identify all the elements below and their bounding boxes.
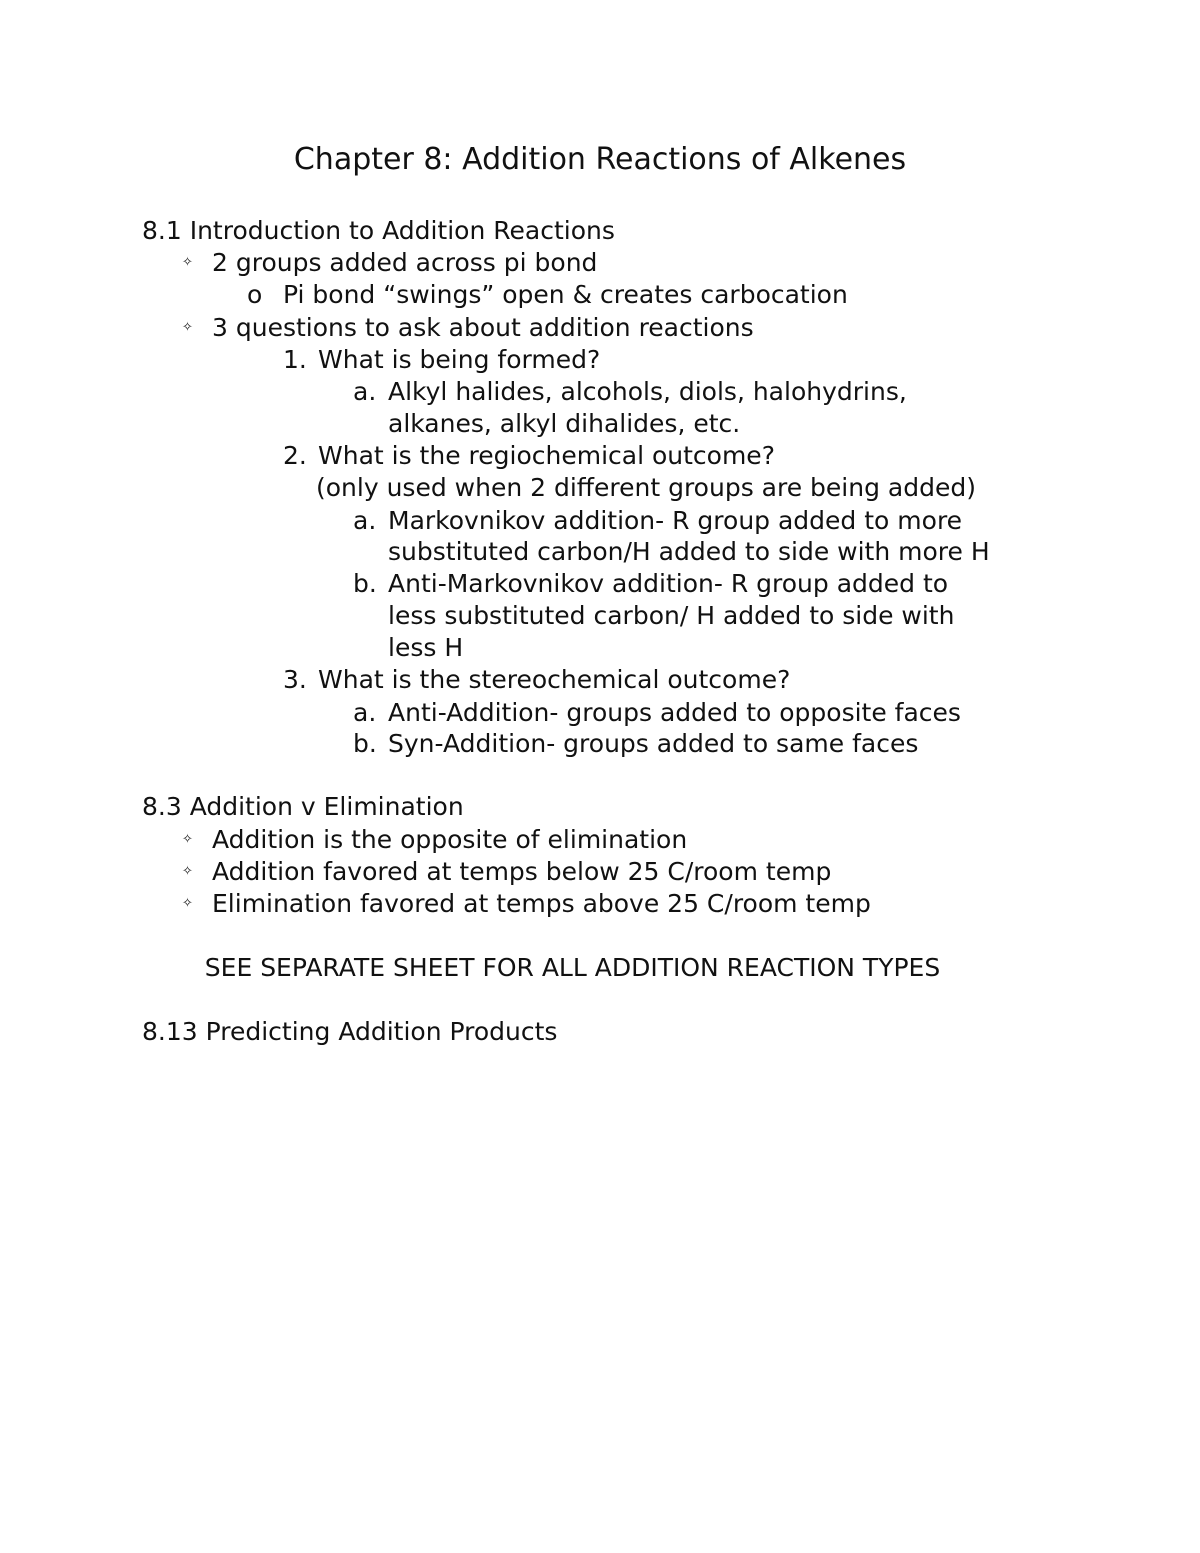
sub-bullet-item: Pi bond “swings” open & creates carbocation xyxy=(283,280,848,309)
bullet-icon: ✧ xyxy=(182,832,193,847)
question-item: What is the regiochemical outcome? xyxy=(318,441,775,470)
answer-item-continued: less H xyxy=(388,633,464,662)
bullet-icon: ✧ xyxy=(182,864,193,879)
question-item: What is being formed? xyxy=(318,345,601,374)
bullet-item: 2 groups added across pi bond xyxy=(212,248,598,277)
list-marker: 2. xyxy=(283,441,307,470)
section-heading-8-1: 8.1 Introduction to Addition Reactions xyxy=(142,216,615,245)
answer-item-continued: substituted carbon/H added to side with more H xyxy=(388,537,990,566)
question-note: (only used when 2 different groups are being added) xyxy=(316,473,976,502)
answer-item-continued: alkanes, alkyl dihalides, etc. xyxy=(388,409,741,438)
bullet-icon: ✧ xyxy=(182,896,193,911)
bullet-item: Elimination favored at temps above 25 C/room temp xyxy=(212,889,871,918)
section-heading-8-13: 8.13 Predicting Addition Products xyxy=(142,1017,558,1046)
bullet-item: Addition favored at temps below 25 C/room temp xyxy=(212,857,832,886)
list-marker: b. xyxy=(353,729,377,758)
list-marker: 3. xyxy=(283,665,307,694)
section-heading-8-3: 8.3 Addition v Elimination xyxy=(142,792,464,821)
bullet-item: 3 questions to ask about addition reactions xyxy=(212,313,754,342)
answer-item-continued: less substituted carbon/ H added to side with xyxy=(388,601,955,630)
page-title: Chapter 8: Addition Reactions of Alkenes xyxy=(293,142,907,177)
question-item: What is the stereochemical outcome? xyxy=(318,665,791,694)
bullet-icon: ✧ xyxy=(182,320,193,335)
separate-sheet-note: SEE SEPARATE SHEET FOR ALL ADDITION REACTION TYPES xyxy=(204,953,941,982)
list-marker: a. xyxy=(353,698,377,727)
answer-item: Markovnikov addition- R group added to more xyxy=(388,506,963,535)
list-marker: 1. xyxy=(283,345,307,374)
list-marker: a. xyxy=(353,506,377,535)
list-marker: a. xyxy=(353,377,377,406)
answer-item: Anti-Markovnikov addition- R group added to xyxy=(388,569,949,598)
answer-item: Syn-Addition- groups added to same faces xyxy=(388,729,919,758)
list-marker: b. xyxy=(353,569,377,598)
answer-item: Anti-Addition- groups added to opposite faces xyxy=(388,698,961,727)
answer-item: Alkyl halides, alcohols, diols, halohydrins, xyxy=(388,377,907,406)
sub-bullet-marker: o xyxy=(247,280,263,309)
bullet-item: Addition is the opposite of elimination xyxy=(212,825,688,854)
bullet-icon: ✧ xyxy=(182,255,193,270)
